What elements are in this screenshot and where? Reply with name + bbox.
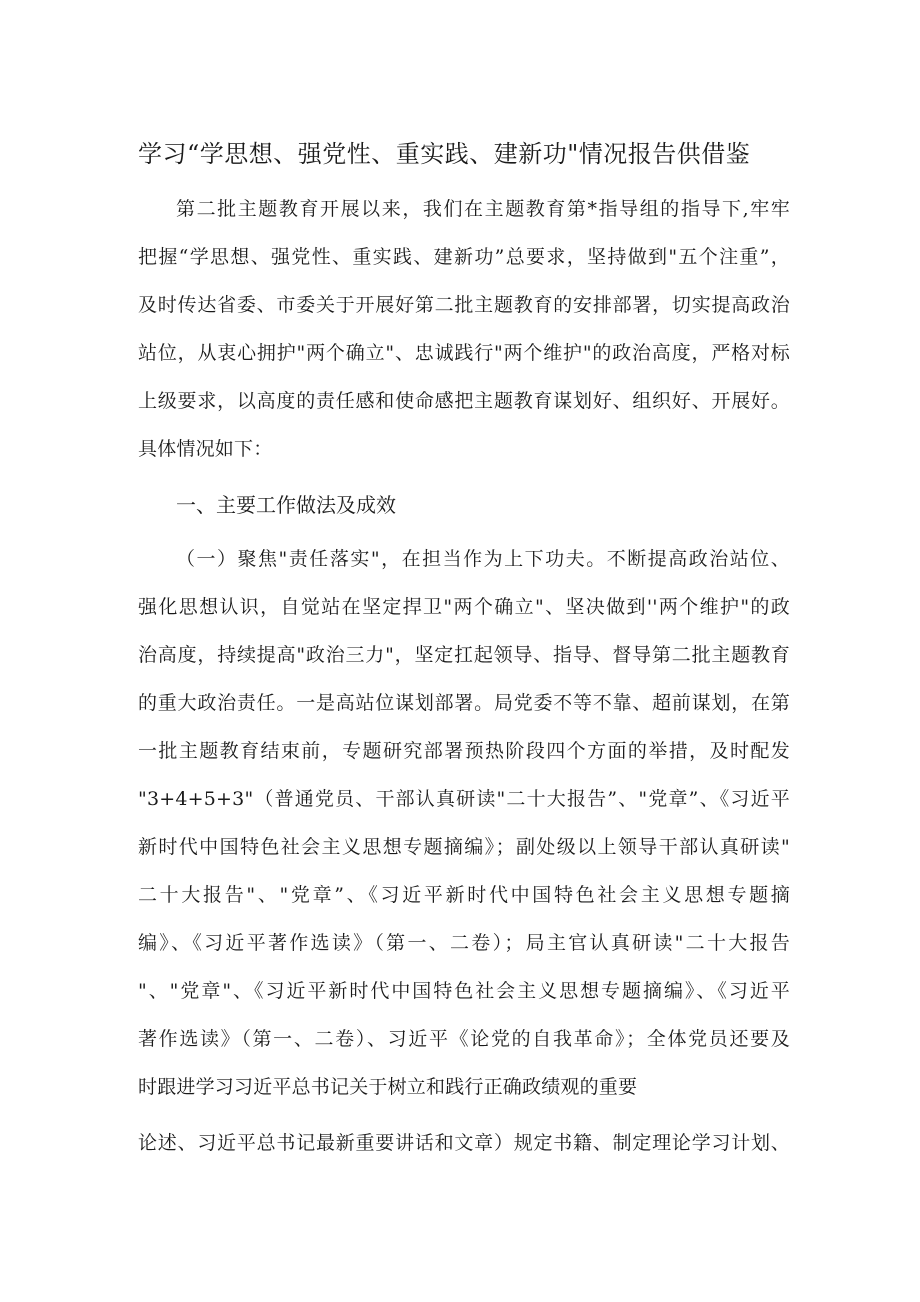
paragraph-line: （一）聚焦"责任落实"，在担当作为上下功夫。不断提高政治站位、 xyxy=(176,548,790,570)
paragraph-line: 上级要求，以高度的责任感和使命感把主题教育谋划好、组织好、开展好。 xyxy=(138,390,790,412)
paragraph-line: "3+4+5+3"（普通党员、干部认真研读"二十大报告”、"党章”、《习近平 xyxy=(138,788,790,810)
paragraph-line: 二十大报告"、"党章”、《习近平新时代中国特色社会主义思想专题摘 xyxy=(138,884,790,906)
paragraph-line: 的重大政治责任。一是高站位谋划部署。局党委不等不靠、超前谋划，在第 xyxy=(138,692,790,714)
paragraph-line: 站位，从衷心拥护"两个确立"、忠诚践行"两个维护"的政治高度，严格对标 xyxy=(138,342,790,364)
paragraph-line: "、"党章"、《习近平新时代中国特色社会主义思想专题摘编》、《习近平 xyxy=(138,980,790,1002)
paragraph-line: 论述、习近平总书记最新重要讲话和文章）规定书籍、制定理论学习计划、 xyxy=(138,1132,790,1154)
paragraph-line: 具体情况如下： xyxy=(138,438,273,460)
paragraph-line: 时跟进学习习近平总书记关于树立和践行正确政绩观的重要 xyxy=(138,1076,638,1098)
paragraph-line: 强化思想认识，自觉站在坚定捍卫"两个确立"、坚决做到''两个维护"的政 xyxy=(138,596,790,618)
paragraph-line: 及时传达省委、市委关于开展好第二批主题教育的安排部署，切实提高政治 xyxy=(138,294,790,316)
paragraph-line: 一批主题教育结束前，专题研究部署预热阶段四个方面的举措，及时配发 xyxy=(138,740,790,762)
section-heading: 一、主要工作做法及成效 xyxy=(176,493,396,517)
paragraph-line: 把握“学思想、强党性、重实践、建新功”总要求，坚持做到"五个注重”， xyxy=(138,246,790,268)
paragraph-line: 治高度，持续提高"政治三力"，坚定扛起领导、指导、督导第二批主题教育 xyxy=(138,644,790,666)
paragraph-line: 编》、《习近平著作选读》（第一、二卷）；局主官认真研读"二十大报告 xyxy=(138,932,790,954)
document-title: 学习“学思想、强党性、重实践、建新功"情况报告供借鉴 xyxy=(138,140,751,168)
paragraph-line: 著作选读》（第一、二卷）、习近平《论党的自我革命》；全体党员还要及 xyxy=(138,1028,790,1050)
paragraph-line: 第二批主题教育开展以来，我们在主题教育第*指导组的指导下,牢牢 xyxy=(176,198,790,220)
paragraph-line: 新时代中国特色社会主义思想专题摘编》；副处级以上领导干部认真研读" xyxy=(138,836,790,858)
